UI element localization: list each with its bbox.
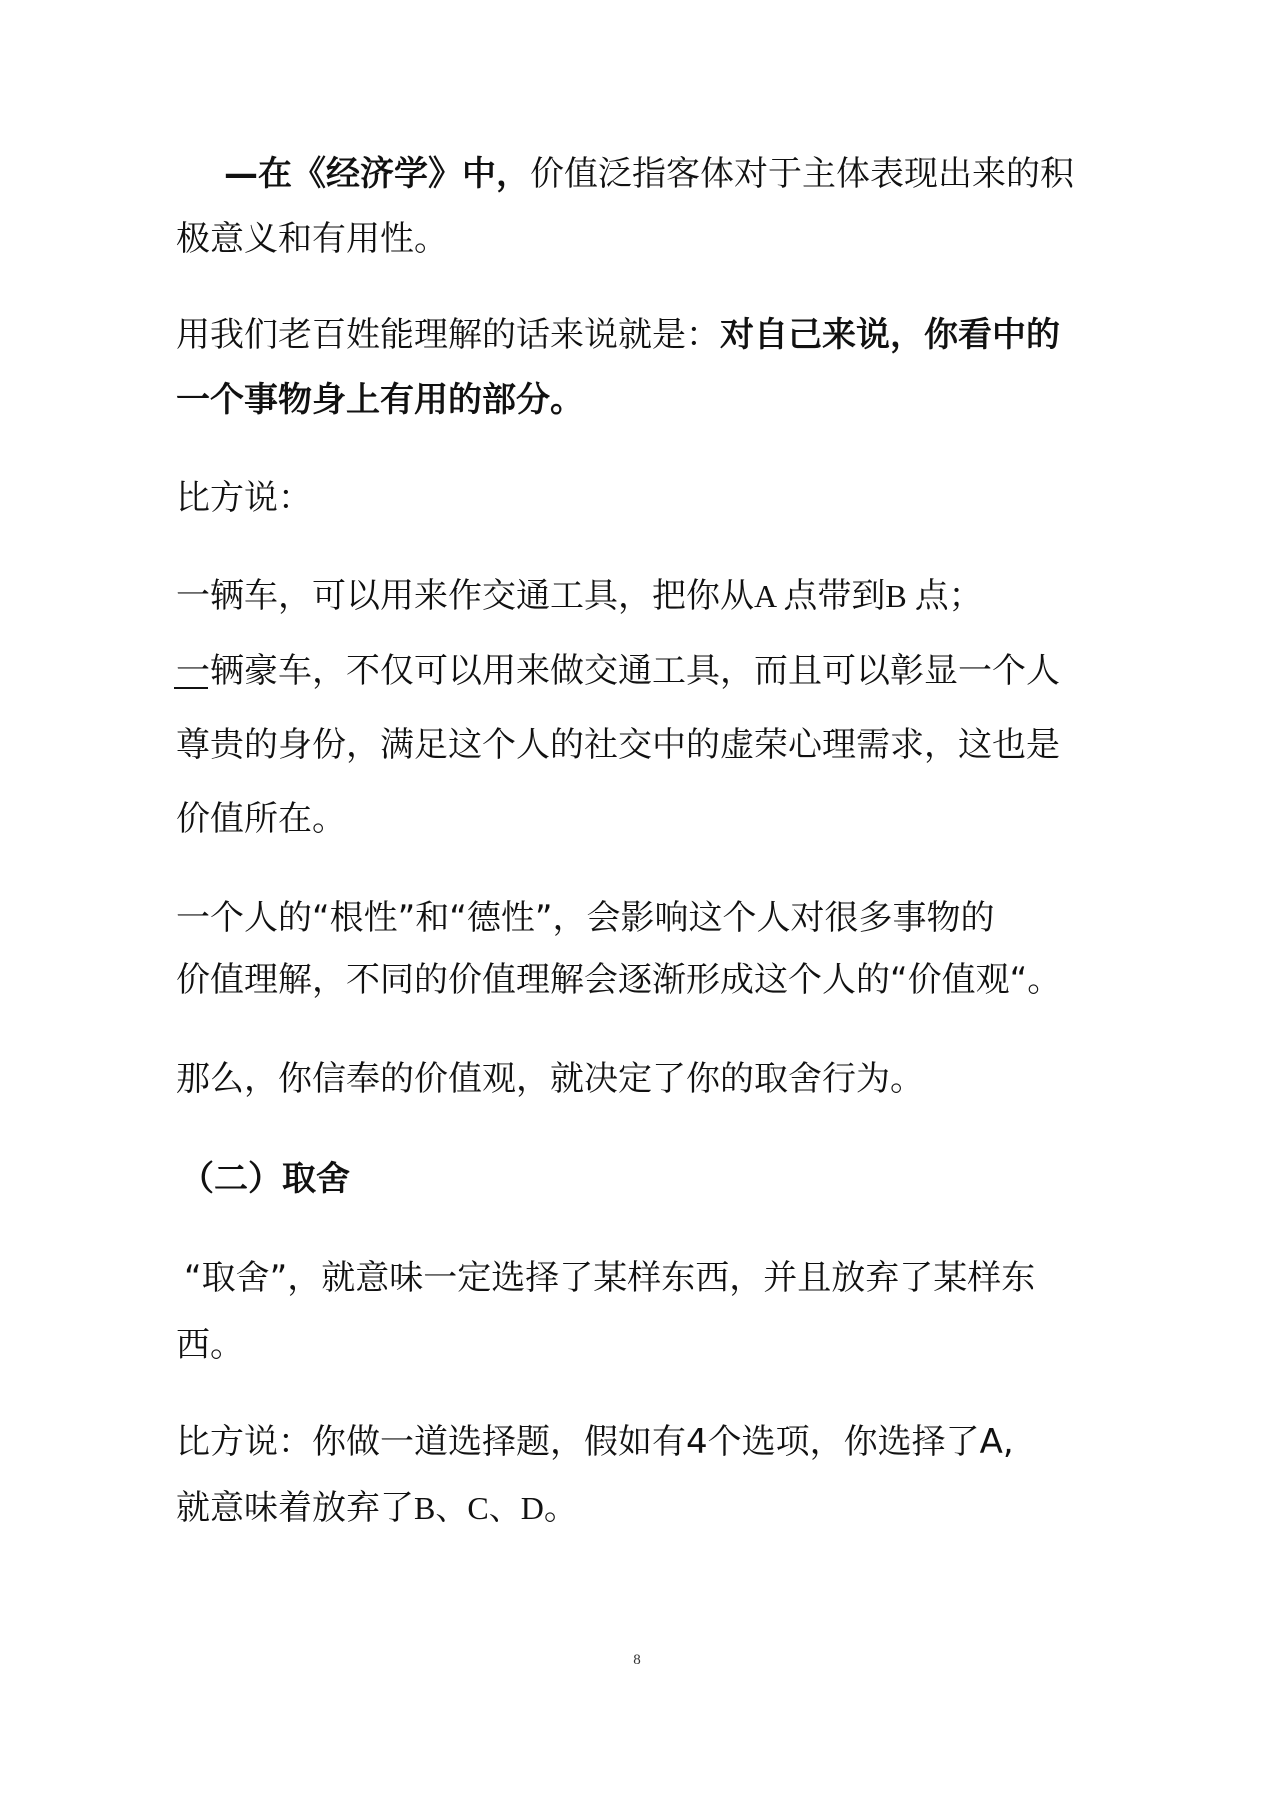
- paragraph-1-line-1: [176, 152, 1096, 196]
- point-a-label: A: [754, 578, 784, 614]
- paragraph-6-line-1: 一个人的“根性”和“德性”，会影响这个人对很多事物的: [176, 898, 995, 938]
- section-heading: （二）取舍: [180, 1159, 350, 1199]
- paragraph-2-line-1: [176, 313, 1096, 357]
- page-number: 8: [633, 1652, 641, 1668]
- paragraph-4-part-2: 点带到: [783, 576, 886, 616]
- paragraph-7: 那么，你信奉的价值观，就决定了你的取舍行为。: [176, 1059, 924, 1099]
- paragraph-8-line-1: “取舍”，就意味一定选择了某样东西，并且放弃了某样东: [184, 1258, 1036, 1298]
- economics-bold-lead: —在《经济学》中，: [224, 154, 530, 194]
- paragraph-1-line-2: 极意义和有用性。: [176, 219, 448, 259]
- paragraph-9-part-1: 就意味着放弃了: [176, 1488, 414, 1528]
- paragraph-9-line-2: [176, 1486, 1096, 1530]
- paragraph-9-line-1: 比方说：你做一道选择题，假如有4个选项，你选择了A,: [176, 1422, 1014, 1462]
- paragraph-2-line-2: 一个事物身上有用的部分。: [176, 380, 584, 420]
- paragraph-3: 比方说：: [176, 478, 312, 518]
- paragraph-4-part-1: 一辆车，可以用来作交通工具，把你从: [176, 576, 754, 616]
- paragraph-2-bold: 对自己来说，你看中的: [720, 315, 1060, 355]
- paragraph-5-line-3: 价值所在。: [176, 799, 346, 839]
- paragraph-2-plain: 用我们老百姓能理解的话来说就是：: [176, 315, 720, 355]
- paragraph-6-line-2: 价值理解，不同的价值理解会逐渐形成这个人的“价值观“。: [176, 960, 1062, 1000]
- paragraph-1-text: 价值泛指客体对于主体表现出来的积: [530, 154, 1074, 194]
- paragraph-4-part-3: 点；: [914, 576, 983, 616]
- point-b-label: B: [885, 578, 915, 614]
- paragraph-4: [176, 574, 1096, 618]
- paragraph-8-line-2: 西。: [176, 1325, 244, 1365]
- paragraph-9-end: 。: [543, 1488, 578, 1528]
- paragraph-5-line-2: 尊贵的身份，满足这个人的社交中的虚荣心理需求，这也是: [176, 725, 1060, 765]
- options-bcd: B、C、D: [414, 1490, 544, 1526]
- paragraph-5-line-1: 一辆豪车，不仅可以用来做交通工具，而且可以彰显一个人: [176, 651, 1060, 691]
